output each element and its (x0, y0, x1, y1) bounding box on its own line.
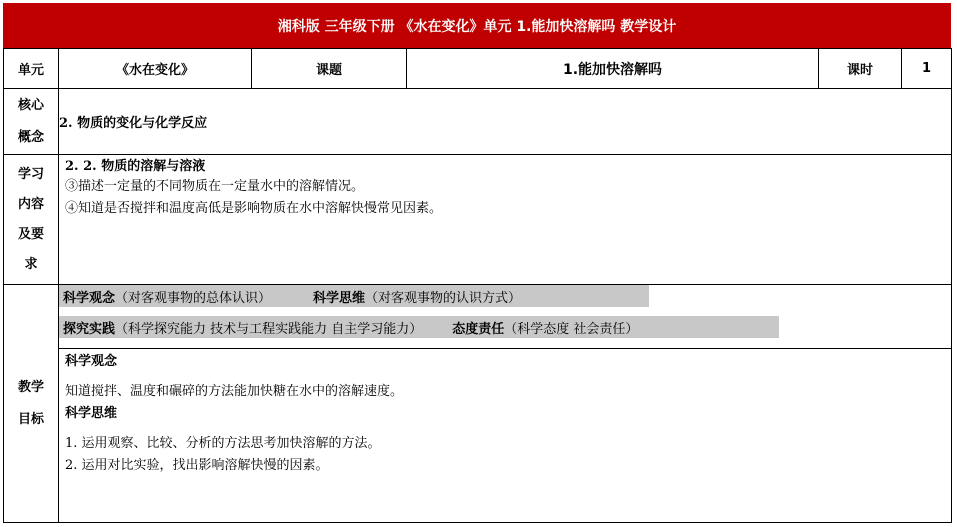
thinking-goal-item: 2. 运用对比实验，找出影响溶解快慢的因素。 (65, 458, 329, 473)
unit-label: 单元 (4, 49, 59, 89)
learning-label-line: 学习 (17, 166, 44, 182)
literacy-thinking-desc: （对客观事物的认识方式） (365, 290, 522, 306)
learning-item: ④知道是否搅拌和温度高低是影响物质在水中溶解快慢常见因素。 (65, 201, 443, 216)
goals-label-line: 目标 (17, 411, 44, 427)
topic-value: 1.能加快溶解吗 (407, 49, 819, 89)
learning-label-line: 及要 (17, 226, 44, 242)
learning-label-line: 求 (24, 256, 38, 272)
goals-divider (58, 348, 952, 349)
unit-row (4, 49, 952, 89)
teaching-goals-row (4, 285, 952, 523)
literacy-concept-label: 科学观念 (63, 290, 116, 306)
document-title: 湘科版 三年级下册 《水在变化》单元 1.能加快溶解吗 教学设计 (3, 3, 951, 48)
learning-content-cell (59, 155, 952, 285)
thinking-goal-title: 科学思维 (65, 406, 118, 421)
learning-title: 2. 2. 物质的溶解与溶液 (65, 159, 206, 174)
literacy-practice-label: 探究实践 (63, 321, 116, 337)
learning-item: ③描述一定量的不同物质在一定量水中的溶解情况。 (65, 179, 365, 194)
literacy-attitude-desc: （科学态度 社会责任） (504, 321, 639, 337)
teaching-goals-cell (59, 285, 952, 523)
learning-content-label (4, 155, 59, 285)
thinking-goal-item: 1. 运用观察、比较、分析的方法思考加快溶解的方法。 (65, 436, 381, 451)
literacy-concept-desc: （对客观事物的总体认识） (115, 290, 272, 306)
period-label: 课时 (819, 49, 902, 89)
core-concept-label-line: 核心 (17, 97, 44, 113)
period-value: 1 (902, 49, 952, 89)
literacy-thinking-label: 科学思维 (313, 290, 366, 306)
learning-label-line: 内容 (17, 196, 44, 212)
teaching-goals-label (4, 285, 59, 523)
literacy-bar-2 (59, 316, 779, 338)
literacy-bar-1 (59, 285, 649, 307)
goals-label-line: 教学 (17, 379, 44, 395)
literacy-practice-desc: （科学探究能力 技术与工程实践能力 自主学习能力） (115, 321, 423, 337)
learning-content-row (4, 155, 952, 285)
concept-goal-text: 知道搅拌、温度和碾碎的方法能加快糖在水中的溶解速度。 (65, 384, 404, 399)
goals-text (65, 351, 945, 477)
core-concept-label-line: 概念 (17, 129, 44, 145)
core-concept-value: 2. 物质的变化与化学反应 (59, 89, 952, 155)
literacy-attitude-label: 态度责任 (452, 321, 505, 337)
core-concept-label (4, 89, 59, 155)
core-concept-row (4, 89, 952, 155)
topic-label: 课题 (252, 49, 407, 89)
lesson-plan-table (3, 48, 952, 523)
concept-goal-title: 科学观念 (65, 354, 118, 369)
unit-value: 《水在变化》 (59, 49, 252, 89)
